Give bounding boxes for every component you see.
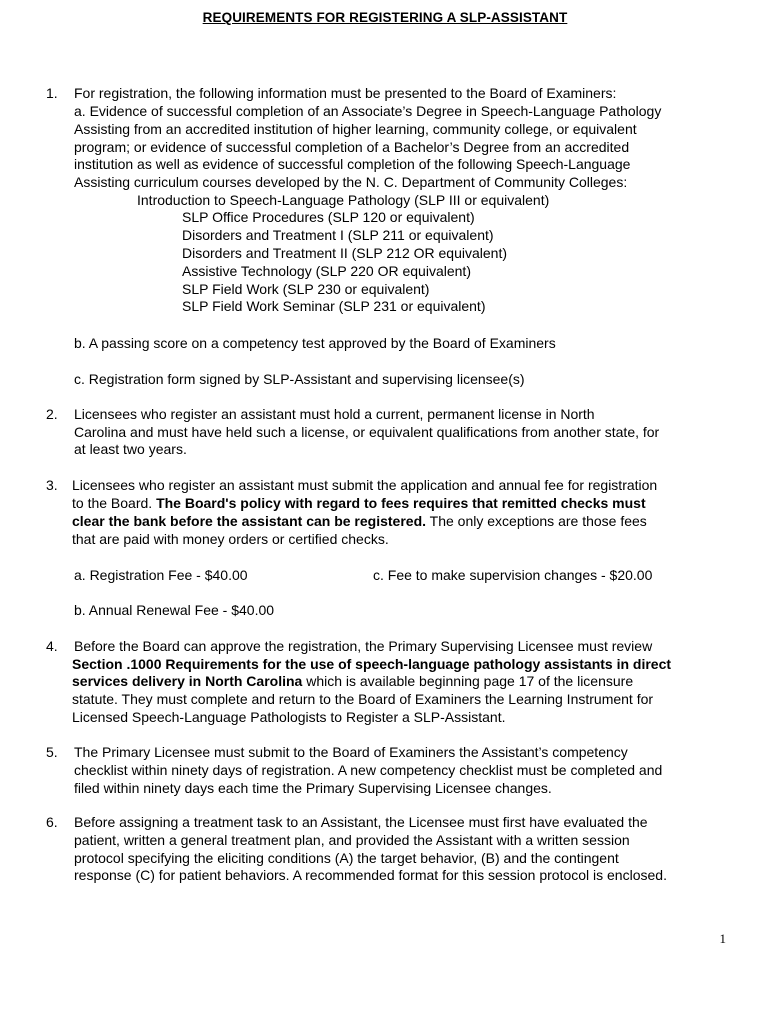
page-title: REQUIREMENTS FOR REGISTERING A SLP-ASSISTANT (202, 10, 568, 25)
course-item: Disorders and Treatment I (SLP 211 or equivalent) (182, 227, 494, 243)
item-2-number: 2. (46, 406, 58, 422)
item-6-line: patient, written a general treatment plan, and provided the Assistant with a written session (74, 832, 630, 848)
course-item: SLP Field Work Seminar (SLP 231 or equivalent) (182, 298, 486, 314)
item-5-line: checklist within ninety days of registration. A new competency checklist must be completed and (74, 762, 663, 778)
item-1c: c. Registration form signed by SLP-Assistant and supervising licensee(s) (74, 371, 525, 387)
fee-supervision-change: c. Fee to make supervision changes - $20.00 (373, 567, 653, 583)
item-3-number: 3. (46, 477, 58, 493)
item-3-line: Licensees who register an assistant must submit the application and annual fee for registration (72, 477, 658, 493)
item-4-line: statute. They must complete and return to the Board of Examiners the Learning Instrument for (72, 691, 654, 707)
item-4-bold-text: services delivery in North Carolina (72, 673, 303, 689)
fee-registration: a. Registration Fee - $40.00 (74, 567, 248, 583)
course-item: SLP Field Work (SLP 230 or equivalent) (182, 281, 430, 297)
item-2-line: Licensees who register an assistant must hold a current, permanent license in North (74, 406, 595, 422)
item-1a-line: a. Evidence of successful completion of an Associate’s Degree in Speech-Language Pathology (74, 103, 662, 119)
item-5-line: filed within ninety days each time the Primary Supervising Licensee changes. (74, 780, 552, 796)
page-number: 1 (719, 931, 726, 946)
item-3-text: to the Board. (72, 495, 157, 511)
item-4-line: Licensed Speech-Language Pathologists to Register a SLP-Assistant. (72, 709, 506, 725)
item-5-line: The Primary Licensee must submit to the Board of Examiners the Assistant’s competency (74, 744, 628, 760)
fee-annual-renewal: b. Annual Renewal Fee - $40.00 (74, 602, 275, 618)
item-2-line: at least two years. (74, 441, 187, 457)
item-1-intro: For registration, the following information must be presented to the Board of Examiners: (74, 85, 617, 101)
item-3-line: that are paid with money orders or certified checks. (72, 531, 389, 547)
course-item: Assistive Technology (SLP 220 OR equivalent) (182, 263, 471, 279)
course-item: SLP Office Procedures (SLP 120 or equivalent) (182, 209, 475, 225)
item-1a-line: Assisting curriculum courses developed by the N. C. Department of Community Colleges: (74, 174, 628, 190)
item-4-bold-line: Section .1000 Requirements for the use of speech-language pathology assistants in direct (72, 656, 672, 672)
item-4-line: Before the Board can approve the registration, the Primary Supervising Licensee must review (74, 638, 653, 654)
fee-policy-bold: clear the bank before the assistant can be registered. (72, 513, 427, 529)
item-1b: b. A passing score on a competency test approved by the Board of Examiners (74, 335, 556, 351)
fee-policy-bold: The Board's policy with regard to fees requires that remitted checks must (156, 495, 646, 511)
item-6-line: response (C) for patient behaviors. A recommended format for this session protocol is enclosed. (74, 867, 667, 883)
item-3-line (72, 494, 646, 512)
item-4-text: which is available beginning page 17 of the licensure (302, 673, 634, 689)
item-6-line: Before assigning a treatment task to an Assistant, the Licensee must first have evaluated the (74, 814, 648, 830)
item-4-number: 4. (46, 638, 58, 654)
item-3-text: The only exceptions are those fees (426, 513, 647, 529)
item-1a-line: Assisting from an accredited institution of higher learning, community college, or equivalent (74, 121, 637, 137)
item-1a-line: institution as well as evidence of successful completion of the following Speech-Language (74, 156, 631, 172)
item-1-number: 1. (46, 85, 58, 101)
item-2-line: Carolina and must have held such a license, or equivalent qualifications from another state, for (74, 424, 660, 440)
course-intro: Introduction to Speech-Language Pathology (SLP III or equivalent) (137, 192, 550, 208)
course-item: Disorders and Treatment II (SLP 212 OR equivalent) (182, 245, 508, 261)
item-1a-line: program; or evidence of successful completion of a Bachelor’s Degree from an accredited (74, 139, 630, 155)
item-6-line: protocol specifying the eliciting conditions (A) the target behavior, (B) and the contingent (74, 850, 619, 866)
item-5-number: 5. (46, 744, 58, 760)
item-6-number: 6. (46, 814, 58, 830)
item-4-line (72, 672, 633, 690)
item-3-line (72, 512, 647, 530)
